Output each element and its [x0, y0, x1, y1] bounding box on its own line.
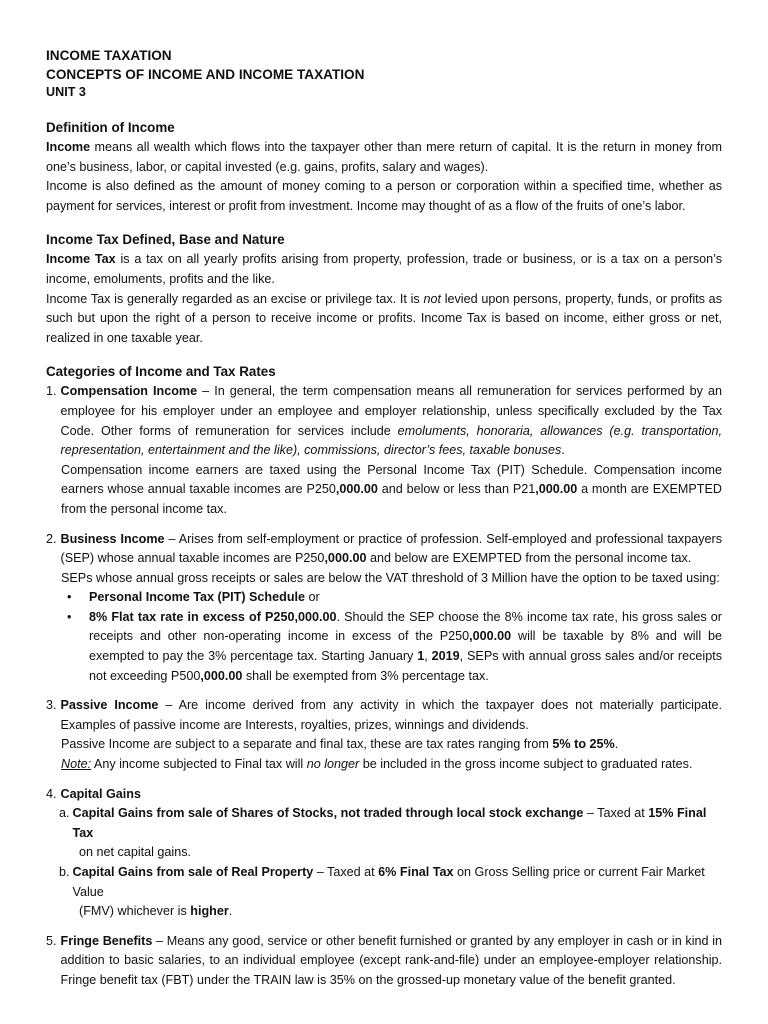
- capital-gains-item-b: b. Capital Gains from sale of Real Property – Taxed at 6% Final Tax on Gross Selling price or current Fair Market Value: [59, 865, 705, 899]
- note-label: Note:: [61, 757, 92, 772]
- list-item-business: 2. Business Income – Arises from self-employment or practice of profession. Self-employed and professional taxpayers (SEP) whose annual taxable incomes are P250,000.00 and below are EXEMPTED from the personal income tax.: [46, 531, 723, 566]
- doc-title-income-taxation: INCOME TAXATION: [46, 48, 172, 63]
- income-tax-paragraph-2: Income Tax is generally regarded as an excise or privilege tax. It is not levied upon persons, property, funds, or profits as such but upon the right of a person to receive income or profits. Income Tax is based on income, either gross or net, realized in one taxable year.: [46, 291, 722, 345]
- heading-definition: Definition of Income: [46, 120, 175, 135]
- list-item-fringe-benefits: 5. Fringe Benefits – Means any good, service or other benefit furnished or granted by any employer in cash or in kind in addition to basic salaries, to an individual employee (except rank-and-file) under an employee-employer relationship. Fringe benefit tax (FBT) under the TRAIN law is 35% on the grossed-up monetary value of the benefit granted.: [46, 933, 723, 987]
- term-business-income: Business Income: [60, 531, 165, 546]
- term-income-tax: Income Tax: [46, 252, 116, 267]
- section-categories: [46, 362, 722, 990]
- business-paragraph-2: SEPs whose annual gross receipts or sales are below the VAT threshold of 3 Million have the option to be taxed using:: [61, 570, 720, 585]
- compensation-paragraph-2: Compensation income earners are taxed using the Personal Income Tax (PIT) Schedule. Compensation income earners whose annual taxable incomes are P250,000.00 and below or less than P21,000.00 a month are EXEMPTED from the personal income tax.: [61, 462, 722, 516]
- term-income: Income: [46, 140, 91, 154]
- list-item-compensation: 1. Compensation Income – In general, the term compensation means all remuneration for services performed by an employee for his employer under an employee and employer relationship, unless specifically excluded by the Tax Code. Other forms of remuneration for services include emoluments, honoraria, allowances (e.g. transportation, representation, entertainment and the like), commissions, director’s fees, taxable bonuses.: [46, 384, 722, 458]
- definition-paragraph-1: Income means all wealth which flows into the taxpayer other than mere return of capital. It is the return in money from one’s business, labor, or capital invested (e.g. gains, profits, salary and wages).: [46, 140, 722, 174]
- section-income-tax: [46, 230, 722, 348]
- list-item-flat-rate: • 8% Flat tax rate in excess of P250,000.00. Should the SEP choose the 8% income tax rate, his gross sales or receipts and other non-operating income in excess of the P250,000.00 will be taxable by 8% and will be exempted to pay the 3% percentage tax. Starting January 1, 2019, SEPs with annual gross sales and/or receipts not exceeding P500,000.00 shall be exempted from 3% percentage tax.: [61, 608, 722, 686]
- section-definition: [46, 118, 722, 216]
- term-capital-gains: Capital Gains: [60, 786, 141, 801]
- doc-title-concepts: CONCEPTS OF INCOME AND INCOME TAXATION: [46, 67, 365, 82]
- heading-income-tax: Income Tax Defined, Base and Nature: [46, 232, 285, 248]
- term-fringe-benefits: Fringe Benefits: [60, 933, 153, 948]
- list-item-pit-schedule: • Personal Income Tax (PIT) Schedule or: [61, 588, 722, 608]
- bullet-icon: •: [67, 609, 72, 624]
- definition-paragraph-2: Income is also defined as the amount of money coming to a person or corporation within a specified time, whether as payment for services, interest or profit from investment. Income may thought of as a flow of the fruits of one’s labor.: [46, 179, 722, 213]
- business-options-list: [46, 588, 722, 686]
- heading-categories: Categories of Income and Tax Rates: [46, 364, 276, 380]
- capital-gains-item-b-cont: (FMV) whichever is higher.: [79, 904, 233, 919]
- capital-gains-item-a: a. Capital Gains from sale of Shares of Stocks, not traded through local stock exchange – Taxed at 15% Final Tax: [59, 806, 707, 840]
- bullet-icon: •: [67, 590, 72, 605]
- list-item-capital-gains: 4. Capital Gains: [46, 786, 141, 801]
- passive-note: Note: Any income subjected to Final tax will no longer be included in the gross income subject to graduated rates.: [61, 757, 693, 772]
- capital-gains-item-a-cont: on net capital gains.: [79, 845, 192, 860]
- term-passive-income: Passive Income: [60, 698, 159, 713]
- passive-paragraph-2: Passive Income are subject to a separate and final tax, these are tax rates ranging from 5% to 25%.: [61, 737, 619, 752]
- term-compensation-income: Compensation Income: [60, 384, 198, 399]
- list-item-passive: 3. Passive Income – Are income derived from any activity in which the taxpayer does not materially participate. Examples of passive income are Interests, royalties, prizes, winnings and dividends.: [46, 698, 722, 732]
- doc-unit: UNIT 3: [46, 85, 86, 99]
- income-tax-paragraph-1: Income Tax is a tax on all yearly profits arising from property, profession, trade or business, or is a tax on a person’s income, emoluments, profits and the like.: [46, 252, 722, 286]
